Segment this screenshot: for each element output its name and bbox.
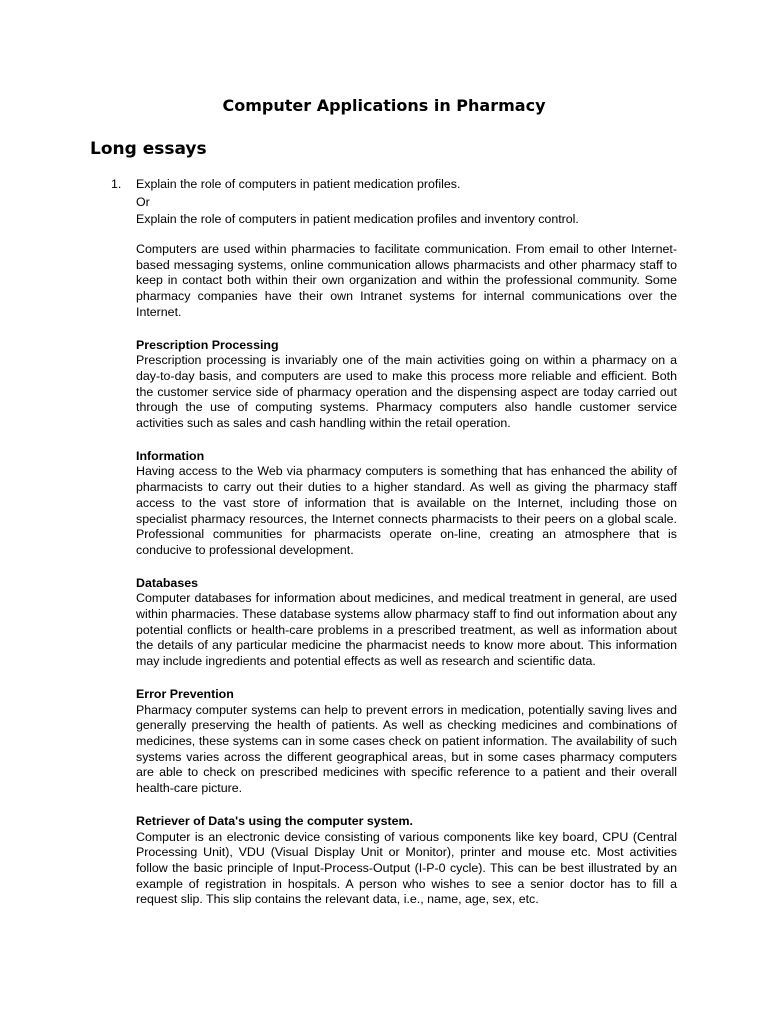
section-body-information: Having access to the Web via pharmacy computers is something that has enhanced the ability of pharmacists to carry out their duties to a higher standard. As well as giving the pharmacy staff access to the vast store of information that is available on the Internet, including those on specialist pharmacy resources, the Internet connects pharmacists to their peers on a global scale. Professional communities for pharmacists operate on-line, creating an atmosphere that is conducive to professional development.	[136, 464, 677, 557]
document-title: Computer Applications in Pharmacy	[222, 96, 546, 115]
section-body-error-prevention: Pharmacy computer systems can help to prevent errors in medication, potentially saving lives and generally preserving the health of patients. As well as checking medicines and combinations of medicines, these systems can in some cases check on patient information. The availability of such systems varies across the different geographical areas, but in some cases pharmacy computers are able to check on prescribed medicines with specific reference to a patient and their overall health-care picture.	[136, 702, 677, 796]
question-lines	[136, 176, 681, 229]
section-heading-prescription-processing: Prescription Processing	[136, 337, 279, 352]
section-body-prescription-processing: Prescription processing is invariably one of the main activities going on within a pharmacy on a day-to-day basis, and computers are used to make this process more reliable and efficient. Both the customer service side of pharmacy operation and the dispensing aspect are today carried out through the use of computing systems. Pharmacy computers also handle customer service activities such as sales and cash handling within the retail operation.	[136, 353, 677, 431]
section-error-prevention	[136, 687, 677, 797]
section-heading-error-prevention: Error Prevention	[136, 686, 234, 701]
section-data-retrieval	[136, 814, 677, 908]
question-line: Explain the role of computers in patient medication profiles.	[136, 177, 461, 191]
section-body-databases: Computer databases for information about medicines, and medical treatment in general, are used within pharmacies. These database systems allow pharmacy staff to find out information about any potential conflicts or health-care problems in a prescribed treatment, as well as information about the details of any particular medicine the pharmacist needs to know more about. This information may include ingredients and potential effects as well as research and scientific data.	[136, 591, 677, 669]
section-heading: Long essays	[90, 139, 207, 159]
section-information	[136, 449, 677, 559]
section-databases	[136, 576, 677, 670]
question-line: Or	[136, 194, 150, 209]
intro-paragraph: Computers are used within pharmacies to facilitate communication. From email to other Internet-based messaging systems, online communication allows pharmacists and other pharmacy staff to keep in contact both within their own organization and within the professional community. Some pharmacy companies have their own Intranet systems for internal communications over the Internet.	[136, 242, 677, 319]
section-heading-data-retrieval: Retriever of Data's using the computer system.	[136, 813, 413, 828]
answer-content	[136, 242, 677, 925]
question-block	[111, 176, 681, 229]
section-heading-information: Information	[136, 448, 205, 463]
section-heading-databases: Databases	[136, 575, 198, 590]
section-prescription-processing	[136, 338, 677, 432]
question-line: Explain the role of computers in patient medication profiles and inventory control.	[136, 212, 579, 227]
question-number: 1.	[111, 177, 122, 191]
section-body-data-retrieval: Computer is an electronic device consisting of various components like key board, CPU (Central Processing Unit), VDU (Visual Display Unit or Monitor), printer and mouse etc. Most activities follow the basic principle of Input-Process-Output (I-P-0 cycle). This can be best illustrated by an example of registration in hospitals. A person who wishes to see a senior doctor has to fill a request slip. This slip contains the relevant data, i.e., name, age, sex, etc.	[136, 829, 677, 907]
